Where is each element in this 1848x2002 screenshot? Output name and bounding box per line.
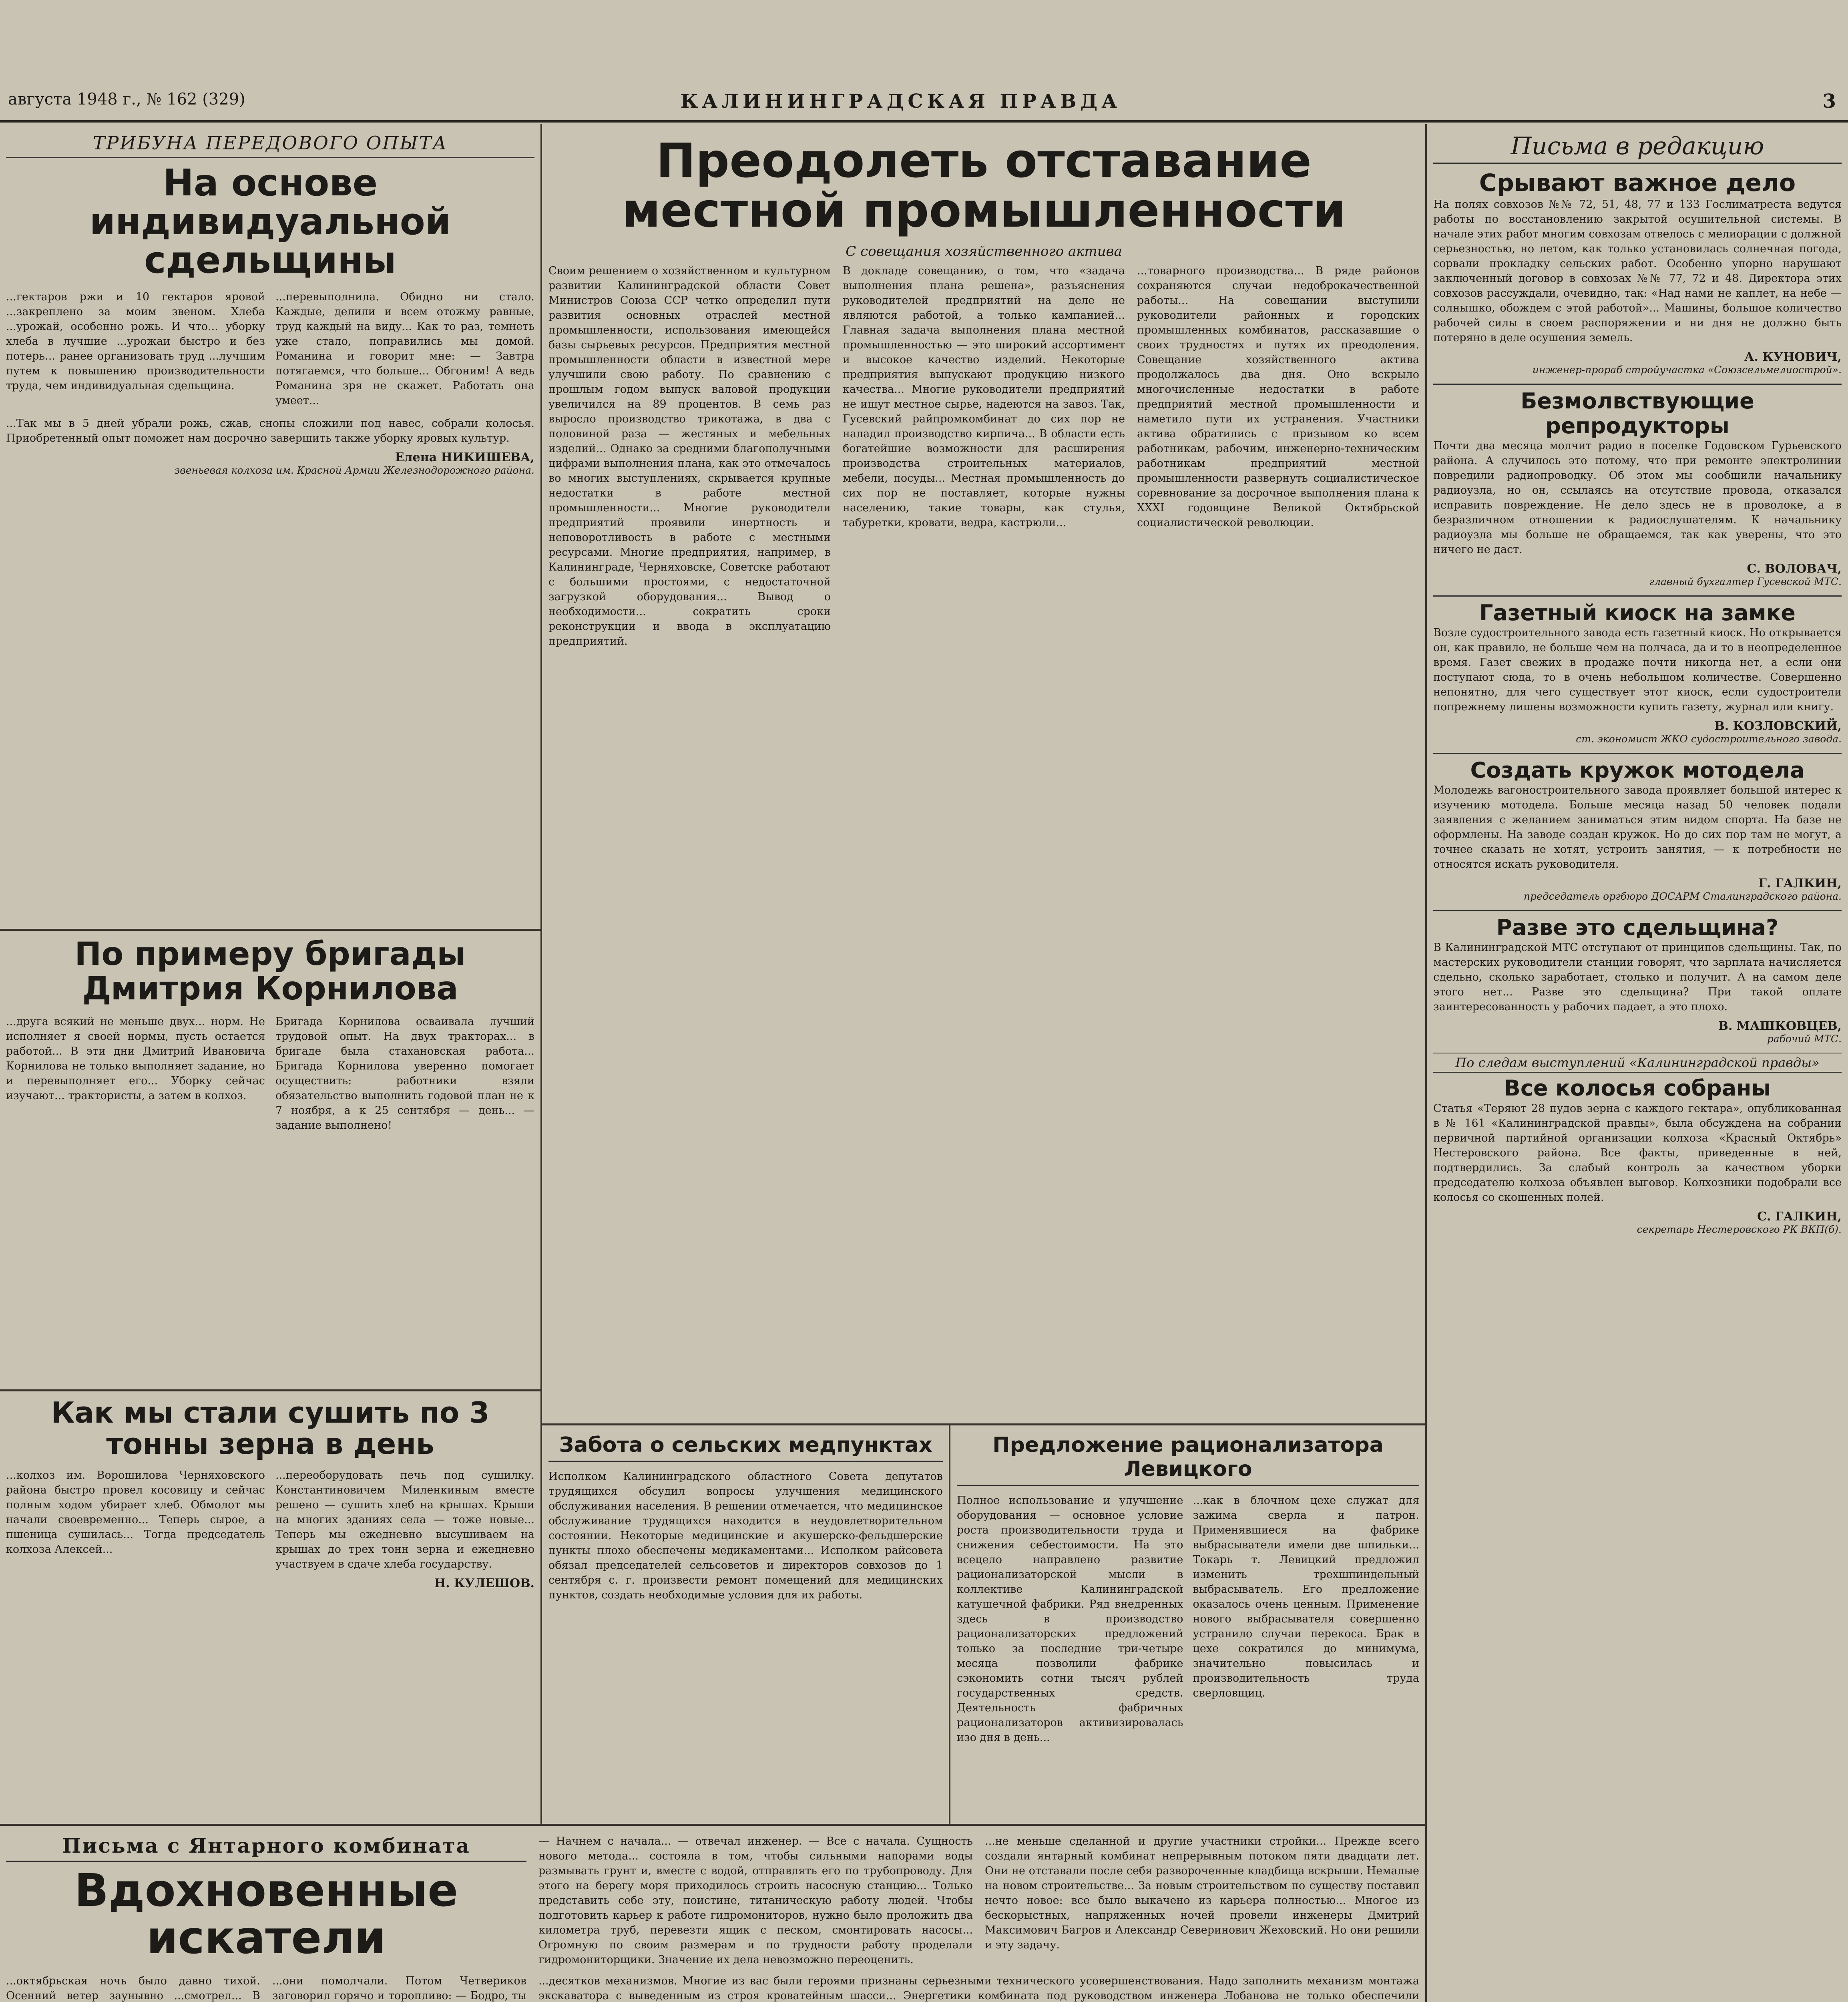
headline-letter-3: Газетный киоск на замке [1433,595,1842,625]
amber-col-4: ...не меньше сделанной и другие участники стройки... Прежде всего создали янтарный комбинат непрерывным потоком пяти двадцати лет. Они не отставали после себя развороченные кладбища вскрыши. Немалые на новом строительстве... За новым строительством по существу поставил нечто новое: все было выкачено из карьера полностью... Многое из бескорыстных, напряженных ночей провели инженеры Дмитрий Максимович Багров и Александр Северинович Жеховский. Но они решили и эту задачу. [985,1835,1419,1951]
letter-3-signature: В. КОЗЛОВСКИЙ, [1714,719,1842,734]
headline-main: Преодолеть отставание местной промышленности [622,133,1346,238]
letter-4-signature: Г. ГАЛКИН, [1758,876,1842,891]
amber-col-3: — Начнем с начала... — отвечал инженер. — Все с начала. Сущность нового метода... состояла в том, чтобы сильными напорами воды размывать грунт и, вместе с водой, отправлять его по трубопроводу. Для этого на берегу моря приходилось строить насосную станцию... Только представить себе эту, поистине, титаническую работу людей. Чтобы подготовить карьер к работе гидромониторов, нужно было проложить два километра труб, перевезти ящик с песком, смонтировать насосы... Огромную по своим размерам и по трудности работу проделали гидромониторщики. Значение их дела невозможно переоценить. [538,1835,973,1966]
headline-amber: Вдохновенные искатели [74,1865,458,1964]
main-col-3: ...товарного производства... В ряде районов сохраняются случаи недоброкачественной работы... На совещании выступили руководители районных и городских промышленных комбинатов, рассказавшие о своих трудностях и путях их преодоления. Совещание хозяйственного актива продолжалось два дня. Оно вскрыло многочисленные недостатки в работе предприятий местной промышленности и наметило пути их устранения. Участники актива обратились с призывом ко всем работникам, рабочим, инженерно-техническим работникам предприятий местной промышленности развернуть социалистическое соревнование за досрочное выполнения плана к XXXI годовщине Великой Октябрьской социалистической революции. [1137,264,1419,529]
section-rule [0,929,540,931]
article-kornilov [6,937,534,1385]
headline-letter-6: Все колосья собраны [1504,1075,1771,1101]
headline-letter-5: Разве это сдельщина? [1433,910,1842,940]
article-medical [548,1433,943,1818]
letter-1-signature: А. КУНОВИЧ, [1744,350,1842,364]
grain-signature: Н. КУЛЕШОВ. [434,1576,534,1590]
masthead [0,90,1848,118]
article-amber [6,1834,1419,2002]
article-tribune [6,132,534,923]
amber-col-5: ...десятков механизмов. Многие из вас были героями признаны серьезными технического усовершенствования. Надо заполнить механизм монтажа экскаватора с выведенным из строя кроватейным шасси... Энергетики комбината под руководством инженера Лобанова не только обеспечили [538,1975,1419,2002]
letter-5-role: рабочий МТС. [1767,1033,1842,1045]
amber-col-1: ...октябрьская ночь было давно тихой. Осенний ветер заунывно ...смотрел... В [6,1975,260,2002]
rubric-letters: Письма в редакцию [1433,132,1842,164]
kornilov-col-2: Бригада Корнилова осваивала лучший трудовой опыт. На двух тракторах... в бригаде была стахановская работа... Бригада Корнилова уверенно помогает осуществить: работники взяли обязательство выполнить годовой план не к 7 ноября, а к 25 сентября — день... — задание выполнено! [275,1015,534,1132]
main-col-1: Своим решением о хозяйственном и культурном развитии Калининградской области Совет Министров Союза ССР четко определил пути развития основных отраслей местной промышленности, использования имеющейся базы сырьевых ресурсов. Предприятия местной промышленности области в известной мере улучшили свою работу. По сравнению с прошлым годом выпуск валовой продукции увеличился на 89 процентов. В семь раз выросло производство трикотажа, в два с половиной раза — жестяных и мебельных изделий... Однако за средними благополучными цифрами выполнения плана, как это отмечалось во многих выступлениях, скрывается крупные недостатки в работе местной промышленности... Многие руководители предприятий проявили инертность и неповоротливость в работе с местными ресурсами. Многие предприятия, например, в Калининграде, Черняховске, Советске работают с большими простоями, с недостаточной загрузкой оборудования... Вывод о необходимости... сократить сроки реконструкции и ввода в эксплуатацию предприятий. [548,264,831,647]
letter-6-role: секретарь Нестеровского РК ВКП(б). [1637,1223,1842,1235]
headline-grain: Как мы стали сушить по 3 тонны зерна в день [51,1397,490,1461]
rationalizer-col-1: Полное использование и улучшение оборудования — основное условие роста производительности труда и снижения себестоимости. На это всецело направлено развитие рационализаторской мысли в коллективе Калининградской катушечной фабрики. Ряд внедренных здесь в производство рационализаторских предложений только за последние три-четыре месяца позволили фабрике сэкономить сотни тысяч рублей государственных средств. Деятельность фабричных рационализаторов активизировалась изо дня в день... [957,1494,1183,1744]
letter-1-text: На полях совхозов №№ 72, 51, 48, 77 и 133 Гослиматреста ведутся работы по восстановлению закрытой осушительной системы. В начале этих работ многим совхозам отвелось с мелиорации с должной серьезностью, но летом, как только установилась солнечная погода, сорвали прокладку сельских работ. Особенно упорно нарушают заключенный договор в совхозах №№ 77, 72 и 48. Директора этих совхозов рассуждали, очевидно, так: «Над нами не каплет, на небе — солнышко, обождем с этой работой»... Машины, большое количество рабочей силы в своем распоряжении и ни дня не должно быть потеряно в деле осушения земель. [1433,198,1842,344]
article-grain [6,1397,534,1820]
letter-5-text: В Калининградской МТС отступают от принципов сдельщины. Так, по мастерских руководители станции говорят, что зарплата начисляется сдельно, сколько заработает, столько и получит. А на самом деле этого нет... Разве это сдельщина? При такой оплате заинтересованность у рабочих падает, а это плохо. [1433,941,1842,1013]
tribune-signature-role: звеньевая колхоза им. Красной Армии Железнодорожного района. [174,464,534,476]
letter-2-signature: С. ВОЛОВАЧ, [1747,562,1842,576]
kornilov-col-1: ...друга всякий не меньше двух... норм. Не исполняет я своей нормы, пусть остается работой... В эти дни Дмитрий Ивановича Корнилова не только выполняет задание, но и перевыполняет его... Уборку сейчас изучают... трактористы, а затем в колхоз. [6,1015,265,1102]
article-rationalizer [957,1433,1419,1818]
column-divider [949,1425,950,1826]
rubric-follow-up: По следам выступлений «Калининградской правды» [1433,1053,1842,1073]
headline-tribune: На основе индивидуальной сдельщины [89,161,451,282]
tribune-col-3: ...Так мы в 5 дней убрали рожь, сжав, снопы сложили под навес, собрали колосья. Приобретенный опыт поможет нам досрочно завершить также уборку яровых культур. [6,417,534,444]
letter-5-signature: В. МАШКОВЦЕВ, [1718,1019,1842,1033]
column-divider [1425,124,1427,2002]
tribune-col-2: ...перевыполнила. Обидно ни стало. Каждые, делили и всем отожму равные, труд каждый на виду... Как то раз, темнеть уже стало, поправились мы домой. Романина и говорит мне: — Завтра потягаемся, что больше... Обгоним! А ведь Романина зря не скажет. Работать она умеет... [275,290,534,407]
amber-col-2: ...они помолчали. Потом Четвериков заговорил горячо и торопливо: — Бодро, ты [272,1975,526,2002]
headline-rationalizer: Предложение рационализатора Левицкого [957,1433,1419,1486]
headline-kornilov: По примеру бригады Дмитрия Корнилова [74,937,466,1007]
issue-date: августа 1948 г., № 162 (329) [8,90,245,109]
section-rule [0,1389,540,1391]
rubric-tribune: ТРИБУНА ПЕРЕДОВОГО ОПЫТА [6,132,534,158]
letter-4-text: Молодежь вагоностроительного завода проявляет большой интерес к изучению мотодела. Больше месяца назад 50 человек подали заявления с желанием заниматься этим видом спорта. На базе не оформлены. На заводе создан кружок. Но до сих пор там не могут, а точнее сказать не хотят, устроить занятия, — к потребности не относятся искать руководителя. [1433,784,1842,871]
tribune-signature: Елена НИКИШЕВА, [395,450,534,464]
medical-text: Исполком Калининградского областного Совета депутатов трудящихся обсудил вопросы улучшения медицинского обслуживания населения. В решении отмечается, что медицинское обслуживание трудящихся находится в неудовлетворительном состоянии. Некоторые медицинские и акушерско-фельдшерские пункты плохо обеспечены медикаментами... Исполком райсовета обязал председателей сельсоветов и директоров совхозов до 1 сентября с. г. произвести ремонт помещений для медицинских пунктов, создать необходимые условия для их работы. [548,1470,943,1601]
letter-6-signature: С. ГАЛКИН, [1757,1209,1842,1224]
letter-4-role: председатель оргбюро ДОСАРМ Сталинградского района. [1523,890,1842,903]
grain-col-2: ...переоборудовать печь под сушилку. Константиновичем Миленкиным вместе решено — сушить хлеб на крышах. Крыши на многих зданиях села — тоже новые... Теперь мы ежедневно высушиваем на крышах до трех тонн зерна и ежедневно участвуем в сдаче хлеба государству. [275,1469,534,1570]
top-rule [0,120,1848,123]
headline-letter-2: Безмолвствующие репродукторы [1433,384,1842,438]
column-divider [540,124,542,1824]
letter-2-text: Почти два месяца молчит радио в поселке Годовском Гурьевского района. А случилось это потому, что при ремонте электролинии повредили радиопроводку. Об этом мы сообщили начальнику радиоузла, но он, ссылаясь на отсутствие провода, отказался исправить повреждение. Не дело здесь не в проволоке, а в безразличном отношении к радиослушателям. К начальнику радиоузла мы больше не обращаемся, так как уверены, что это ничего не даст. [1433,440,1842,556]
subhead-main: С совещания хозяйственного актива [846,243,1122,259]
letter-3-text: Возле судостроительного завода есть газетный киоск. Но открывается он, как правило, не больше чем на полчаса, да и то в неопределенное время. Газет свежих в продаже почти никогда нет, а если они поступают сюда, то в очень небольшом количестве. Совершенно непонятно, для чего существует этот киоск, если судостроители попрежнему лишены возможности купить газету, журнал или книгу. [1433,627,1842,714]
letter-6-text: Статья «Теряют 28 пудов зерна с каждого гектара», опубликованная в № 161 «Калининградской правды», была обсуждена на собрании первичной партийной организации колхоза «Красный Октябрь» Нестеровского района. Все факты, приведенные в ней, подтвердились. За слабый контроль за качеством уборки председателю колхоза объявлен выговор. Колхозники подобрали все колосья со скошенных полей. [1433,1102,1842,1204]
article-main [548,132,1419,1419]
headline-medical: Забота о сельских медпунктах [548,1433,943,1462]
letter-3-role: ст. экономист ЖКО судостроительного завода. [1576,733,1842,745]
grain-col-1: ...колхоз им. Ворошилова Черняховского района быстро провел косовицу и сейчас полным ходом убирает хлеб. Обмолот мы начали своевременно... Теперь сырое, а пшеница сушилась... Тогда председатель колхоза Алексей... [6,1469,265,1556]
newspaper-title: КАЛИНИНГРАДСКАЯ ПРАВДА [680,90,1121,113]
letter-2-role: главный бухгалтер Гусевской МТС. [1649,576,1842,588]
tribune-col-1: ...гектаров ржи и 10 гектаров яровой ...закреплено за моим звеном. Хлеба ...урожай, особенно рожь. И что... уборку хлеба в лучшие ...урожаи быстро и без потерь... ранее организовать труд ...лучшим путем к повышению производительности труда, чем индивидуальная сдельщина. [6,290,265,392]
headline-letter-1: Срывают важное дело [1479,169,1796,197]
headline-letter-4: Создать кружок мотодела [1433,753,1842,783]
section-rule [540,1423,1425,1425]
letter-1-role: инженер-прораб стройучастка «Союзсельмелиострой». [1532,364,1842,376]
main-col-2: В докладе совещанию, о том, что «задача выполнения плана решена», разъяснения руководителей предприятий на деле не являются работой, а только кампанией... Главная задача выполнения плана местной промышленностью — это широкий ассортимент и высокое качество изделий. Некоторые предприятия выпускают продукцию низкого качества... Многие руководители предприятий не ищут местное сырье, надеются на завоз. Так, Гусевский райпромкомбинат до сих пор не наладил производство кирпича... В области есть богатейшие возможности для расширения производства строительных материалов, мебели, посуды... Местная промышленность до сих пор не поставляет, которые нужны населению, такие товары, как стулья, табуретки, кровати, ведра, кастрюли... [843,264,1125,529]
rationalizer-col-2: ...как в блочном цехе служат для зажима сверла и патрон. Применявшиеся на фабрике выбрасыватели имели две шпильки... Токарь т. Левицкий предложил изменить трехшпиндельный выбрасыватель. Его предложение оказалось очень ценным. Применение нового выбрасывателя совершенно устранило случаи перекоса. Брак в цехе сократился до минимума, значительно повысилась и производительность труда сверловщиц. [1193,1494,1419,1699]
rubric-amber: Письма с Янтарного комбината [6,1834,526,1862]
letters-column [1433,132,1842,2002]
page-number: 3 [1822,90,1836,113]
section-rule [0,1824,1425,1826]
